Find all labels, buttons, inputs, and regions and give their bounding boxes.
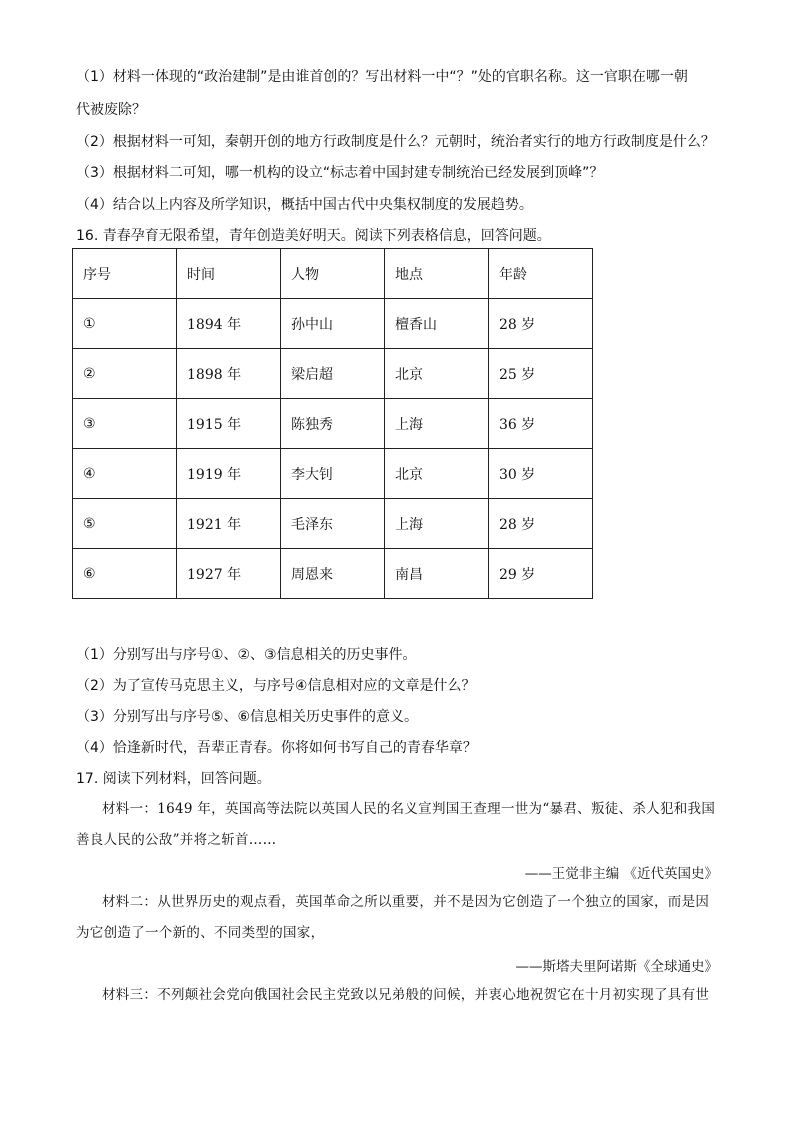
source-2: ——斯塔夫里阿诺斯《全球通史》 [515, 959, 718, 975]
material-1: 材料一：1649 年，英国高等法院以英国人民的名义宣判国王查理一世为“暴君、叛徒、杀人犯和我国善良人民的公敌”并将之斩首…… [76, 801, 716, 848]
info-table [72, 248, 593, 599]
table-cell: 孙中山 [281, 299, 385, 349]
table-cell: 1915 年 [177, 399, 281, 449]
table-cell: 1927 年 [177, 549, 281, 599]
table-cell: 周恩来 [281, 549, 385, 599]
table-cell: 梁启超 [281, 349, 385, 399]
table-cell: 1894 年 [177, 299, 281, 349]
header-cell: 年龄 [489, 249, 593, 299]
table-cell: 上海 [385, 499, 489, 549]
header-cell: 序号 [73, 249, 177, 299]
table-cell: 36 岁 [489, 399, 593, 449]
table-cell: ⑥ [73, 549, 177, 599]
table-cell: 檀香山 [385, 299, 489, 349]
table-cell: ④ [73, 449, 177, 499]
table-cell: 1919 年 [177, 449, 281, 499]
table-cell: 28 岁 [489, 499, 593, 549]
header-cell: 人物 [281, 249, 385, 299]
table-row [73, 399, 593, 449]
table-cell: 1921 年 [177, 499, 281, 549]
q17-stem: 17. 阅读下列材料，回答问题。 [76, 771, 271, 787]
table-row [73, 549, 593, 599]
table-header-row [73, 249, 593, 299]
material-3: 材料三：不列颠社会党向俄国社会民主党致以兄弟般的问候，并衷心地祝贺它在十月初实现了具有世 [102, 987, 710, 1003]
q15-part-1: （1）材料一体现的“政治建制”是由谁首创的？写出材料一中“？”处的官职名称。这一官职在哪一朝 [76, 69, 688, 85]
q15-part-4: （4）结合以上内容及所学知识，概括中国古代中央集权制度的发展趋势。 [76, 197, 533, 213]
source-1: ——王觉非主编 《近代英国史》 [524, 866, 718, 882]
table-cell: ② [73, 349, 177, 399]
q16-part-2: （2）为了宣传马克思主义，与序号④信息相对应的文章是什么？ [76, 678, 476, 694]
table-cell: 25 岁 [489, 349, 593, 399]
q16-part-3: （3）分别写出与序号⑤、⑥信息相关历史事件的意义。 [76, 709, 419, 725]
material-2: 材料二：从世界历史的观点看，英国革命之所以重要，并不是因为它创造了一个独立的国家，而是因为它创造了一个新的、不同类型的国家， [76, 894, 710, 941]
header-cell: 地点 [385, 249, 489, 299]
header-cell: 时间 [177, 249, 281, 299]
q15-part-2: （2）根据材料一可知，秦朝开创的地方行政制度是什么？元朝时，统治者实行的地方行政制度是什么？ [76, 134, 715, 150]
q15-part-1-cont: 代被废除？ [76, 102, 146, 118]
q16-part-4: （4）恰逢新时代，吾辈正青春。你将如何书写自己的青春华章？ [76, 740, 477, 756]
table-row [73, 299, 593, 349]
q16-part-1: （1）分别写出与序号①、②、③信息相关的历史事件。 [76, 647, 417, 663]
table-cell: ⑤ [73, 499, 177, 549]
table-cell: 南昌 [385, 549, 489, 599]
q15-part-3: （3）根据材料二可知，哪一机构的设立“标志着中国封建专制统治已经发展到顶峰”？ [76, 165, 604, 181]
table-cell: 北京 [385, 349, 489, 399]
table-cell: 李大钊 [281, 449, 385, 499]
table-cell: ③ [73, 399, 177, 449]
table-cell: 上海 [385, 399, 489, 449]
table-cell: 毛泽东 [281, 499, 385, 549]
table-cell: ① [73, 299, 177, 349]
table-cell: 1898 年 [177, 349, 281, 399]
table-row [73, 449, 593, 499]
table-cell: 28 岁 [489, 299, 593, 349]
q16-stem: 16. 青春孕育无限希望，青年创造美好明天。阅读下列表格信息，回答问题。 [76, 228, 551, 244]
table-cell: 陈独秀 [281, 399, 385, 449]
table-row [73, 349, 593, 399]
table-row [73, 499, 593, 549]
table-cell: 30 岁 [489, 449, 593, 499]
table-cell: 北京 [385, 449, 489, 499]
table-cell: 29 岁 [489, 549, 593, 599]
